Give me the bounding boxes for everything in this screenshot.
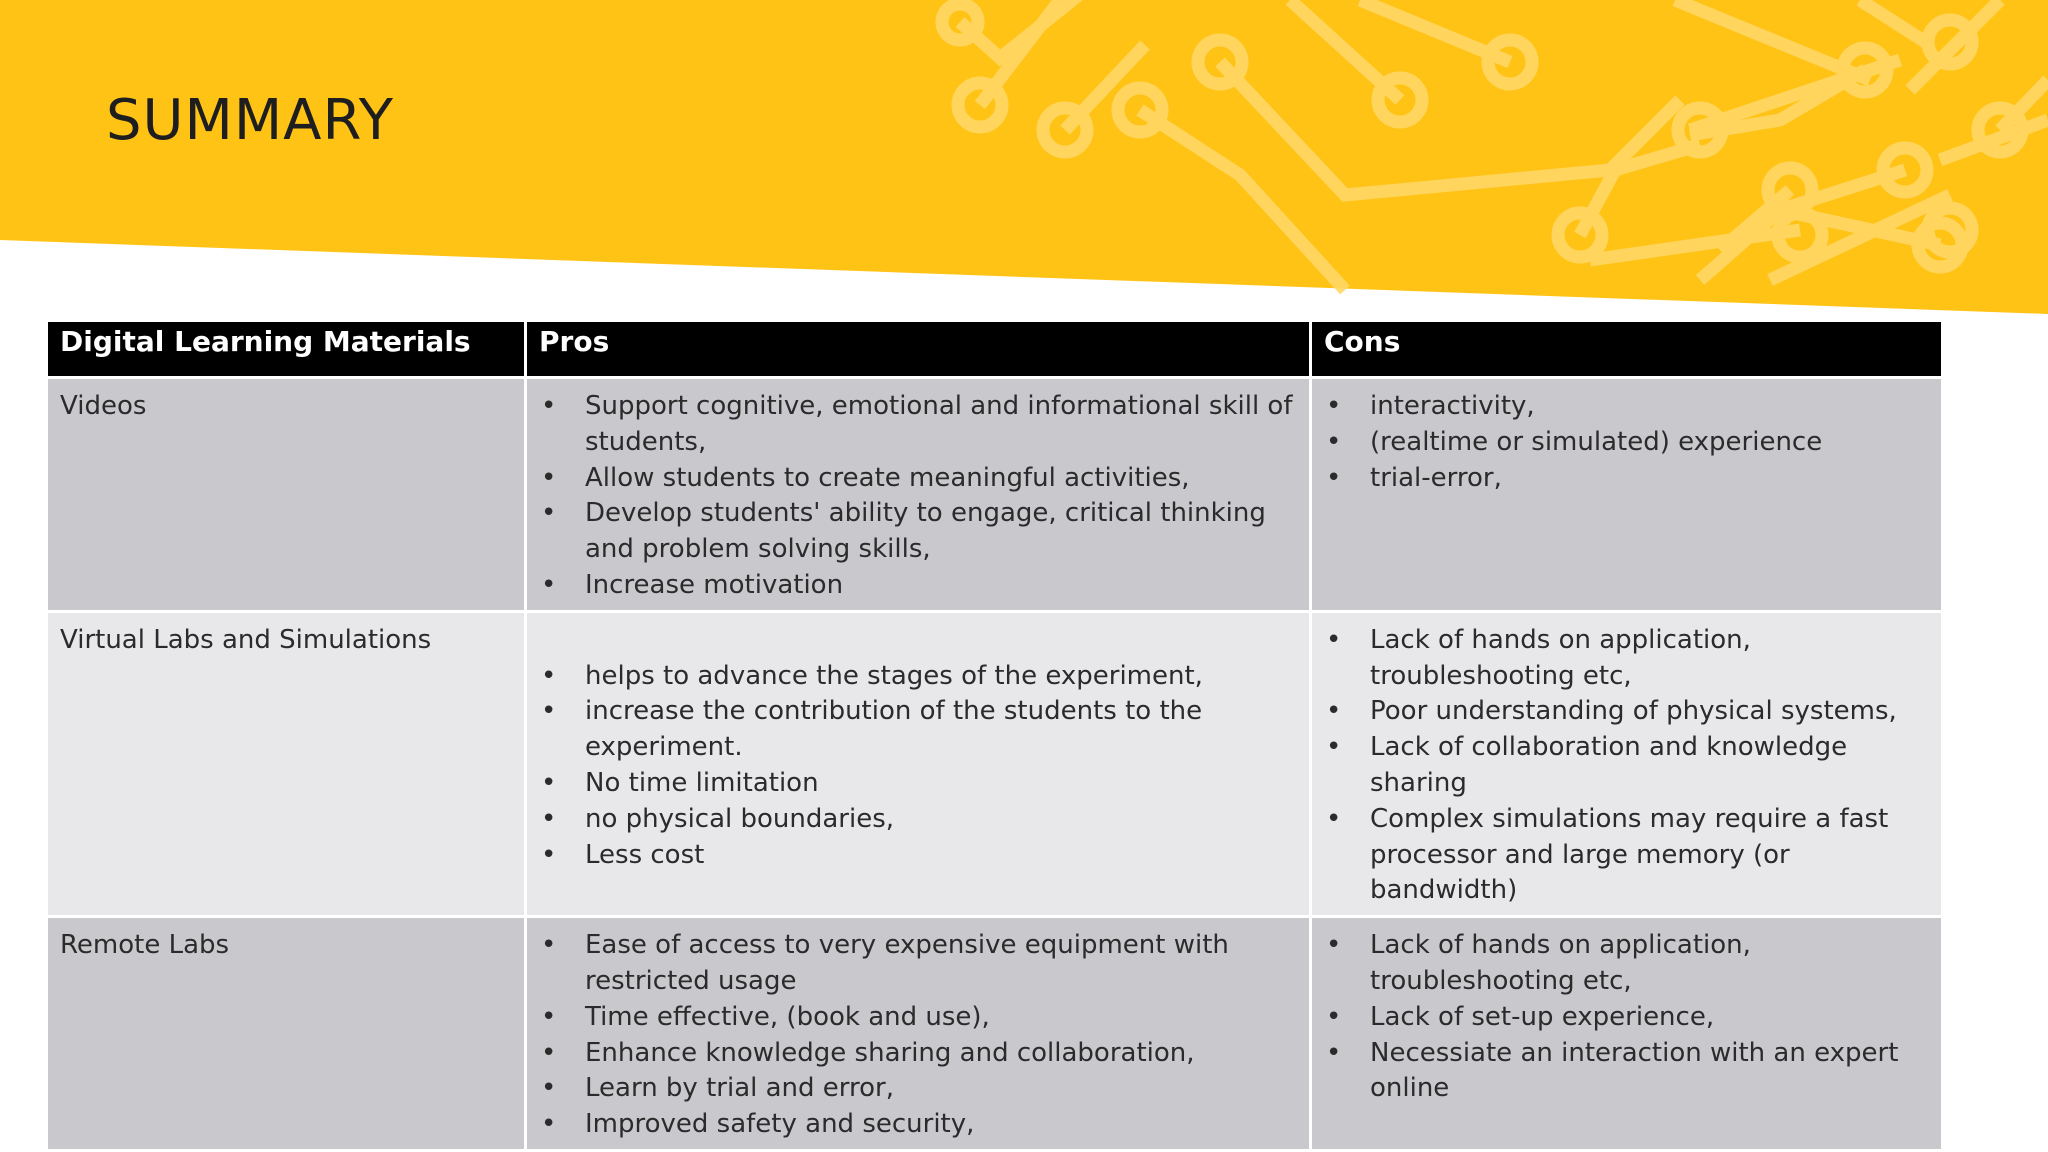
table-row-videos xyxy=(47,378,1943,612)
table-header-row xyxy=(47,321,1943,378)
list-item: • interactivity, xyxy=(1324,389,1929,425)
pros-cell xyxy=(526,917,1311,1151)
table-row-remote-labs xyxy=(47,917,1943,1151)
list-item: • Support cognitive, emotional and informational skill of students, xyxy=(539,389,1297,461)
list-item: • (realtime or simulated) experience xyxy=(1324,425,1929,461)
list-item: • Ease of access to very expensive equipment with restricted usage xyxy=(539,928,1297,1000)
list-item: • Learn by trial and error, xyxy=(539,1071,1297,1107)
list-item: • no physical boundaries, xyxy=(539,802,1297,838)
pros-cell xyxy=(526,611,1311,916)
page-title: SUMMARY xyxy=(106,88,395,153)
list-item: • Lack of collaboration and knowledge sharing xyxy=(1324,730,1929,802)
cons-cell xyxy=(1311,917,1943,1151)
material-cell: Remote Labs xyxy=(47,917,526,1151)
list-item: • helps to advance the stages of the experiment, xyxy=(539,659,1297,695)
list-item: • Lack of hands on application, troubleshooting etc, xyxy=(1324,928,1929,1000)
table-row-virtual-labs xyxy=(47,611,1943,916)
list-item: • Time effective, (book and use), xyxy=(539,1000,1297,1036)
cons-list xyxy=(1324,623,1929,909)
list-item: • Lack of set-up experience, xyxy=(1324,1000,1929,1036)
cons-cell xyxy=(1311,378,1943,612)
list-item: • Enhance knowledge sharing and collaboration, xyxy=(539,1036,1297,1072)
pros-list xyxy=(539,928,1297,1143)
list-item: • Complex simulations may require a fast processor and large memory (or bandwidth) xyxy=(1324,802,1929,909)
list-item: • Necessiate an interaction with an expert online xyxy=(1324,1036,1929,1108)
blank-line xyxy=(539,623,1297,659)
column-header-cons: Cons xyxy=(1311,321,1943,378)
column-header-material: Digital Learning Materials xyxy=(47,321,526,378)
column-header-pros: Pros xyxy=(526,321,1311,378)
material-cell: Virtual Labs and Simulations xyxy=(47,611,526,916)
list-item: • No time limitation xyxy=(539,766,1297,802)
list-item: • trial-error, xyxy=(1324,461,1929,497)
cons-cell xyxy=(1311,611,1943,916)
list-item: • Develop students' ability to engage, critical thinking and problem solving skills, xyxy=(539,496,1297,568)
material-cell: Videos xyxy=(47,378,526,612)
pros-cell xyxy=(526,378,1311,612)
list-item: • Lack of hands on application, troubleshooting etc, xyxy=(1324,623,1929,695)
list-item: • Improved safety and security, xyxy=(539,1107,1297,1143)
list-item: • Less cost xyxy=(539,838,1297,874)
summary-table xyxy=(45,319,1944,1152)
pros-list xyxy=(539,659,1297,874)
header-banner xyxy=(0,0,2048,320)
list-item: • Poor understanding of physical systems, xyxy=(1324,694,1929,730)
pros-list xyxy=(539,389,1297,604)
list-item: • increase the contribution of the students to the experiment. xyxy=(539,694,1297,766)
cons-list xyxy=(1324,928,1929,1107)
cons-list xyxy=(1324,389,1929,496)
list-item: • Allow students to create meaningful activities, xyxy=(539,461,1297,497)
list-item: • Increase motivation xyxy=(539,568,1297,604)
